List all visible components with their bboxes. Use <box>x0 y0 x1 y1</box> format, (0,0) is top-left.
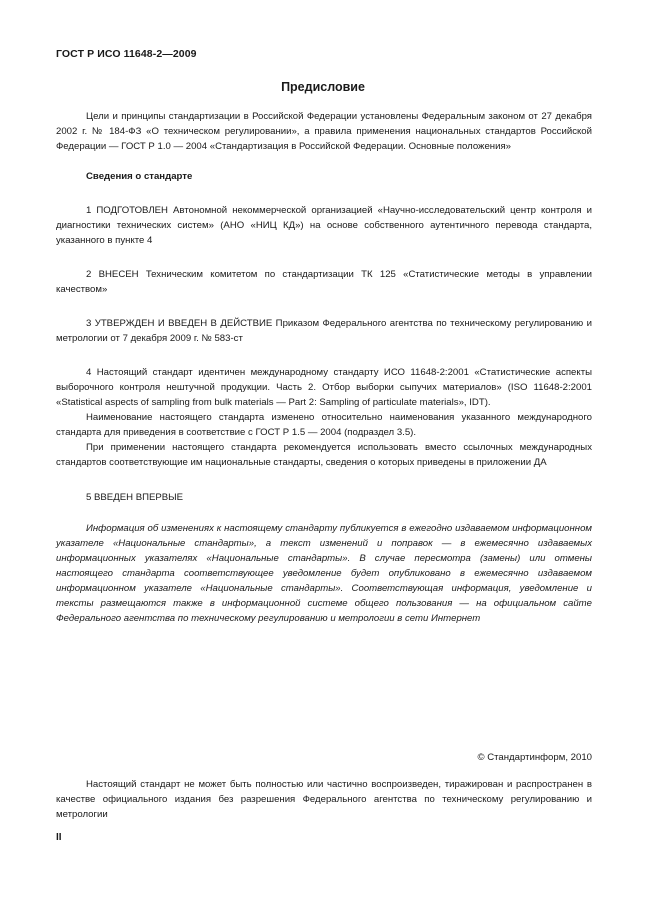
page-title: Предисловие <box>281 80 365 94</box>
item-identical: 4 Настоящий стандарт идентичен международному стандарту ИСО 11648-2:2001 «Статистические аспекты выборочного контроля нештучной продукции. Часть 2. Отбор выборки сыпучих материалов» (ISO 11648-2:2001 «Statistical aspects of sampling from bulk materials — Part 2: Sampling of particulate materials», IDT). <box>56 367 592 408</box>
item-prepared: 1 ПОДГОТОВЛЕН Автономной некоммерческой организацией «Научно-исследовательский центр контроля и диагностики технических систем» (АНО «НИЦ КД») на основе собственного аутентичного перевода стандарта, указанного в пункте 4 <box>56 205 592 246</box>
page-number: II <box>56 832 62 843</box>
intro-paragraph: Цели и принципы стандартизации в Российской Федерации установлены Федеральным законом от 27 декабря 2002 г. № 184-ФЗ «О техническом регулировании», а правила применения национальных стандартов Российской Федерации — ГОСТ Р 1.0 — 2004 «Стандартизация в Российской Федерации. Основные положения» <box>56 111 592 152</box>
item-introduced: 2 ВНЕСЕН Техническим комитетом по стандартизации ТК 125 «Статистические методы в управлении качеством» <box>56 269 592 295</box>
item-first-introduced: 5 ВВЕДЕН ВПЕРВЫЕ <box>86 492 184 503</box>
item-references: При применении настоящего стандарта рекомендуется использовать вместо ссылочных международных стандартов соответствующие им национальные стандарты, сведения о которых приведены в приложении ДА <box>56 442 592 468</box>
changes-notice: Информация об изменениях к настоящему стандарту публикуется в ежегодно издаваемом информационном указателе «Национальные стандарты», а текст изменений и поправок — в ежемесячно издаваемых информационных указателях «Национальные стандарты». В случае пересмотра (замены) или отмены настоящего стандарта соответствующее уведомление будет опубликовано в ежемесячно издаваемом информационном указателе «Национальные стандарты». Соответствующая информация, уведомление и тексты размещаются также в информационной системе общего пользования — на официальном сайте Федерального агентства по техническому регулированию и метрологии в сети Интернет <box>56 523 592 624</box>
preface-body <box>56 109 592 505</box>
item-name-change: Наименование настоящего стандарта изменено относительно наименования указанного международного стандарта для приведения в соответствие с ГОСТ Р 1.5 — 2004 (подраздел 3.5). <box>56 412 592 438</box>
standard-code-header: ГОСТ Р ИСО 11648-2—2009 <box>56 48 197 60</box>
section-subheading: Сведения о стандарте <box>86 171 193 182</box>
copyright-line: © Стандартинформ, 2010 <box>477 752 592 763</box>
reproduction-notice: Настоящий стандарт не может быть полностью или частично воспроизведен, тиражирован и распространен в качестве официального издания без разрешения Федерального агентства по техническому регулированию и метрологии <box>56 779 592 820</box>
item-approved: 3 УТВЕРЖДЕН И ВВЕДЕН В ДЕЙСТВИЕ Приказом Федерального агентства по техническому регулированию и метрологии от 7 декабря 2009 г. № 583-ст <box>56 318 592 344</box>
